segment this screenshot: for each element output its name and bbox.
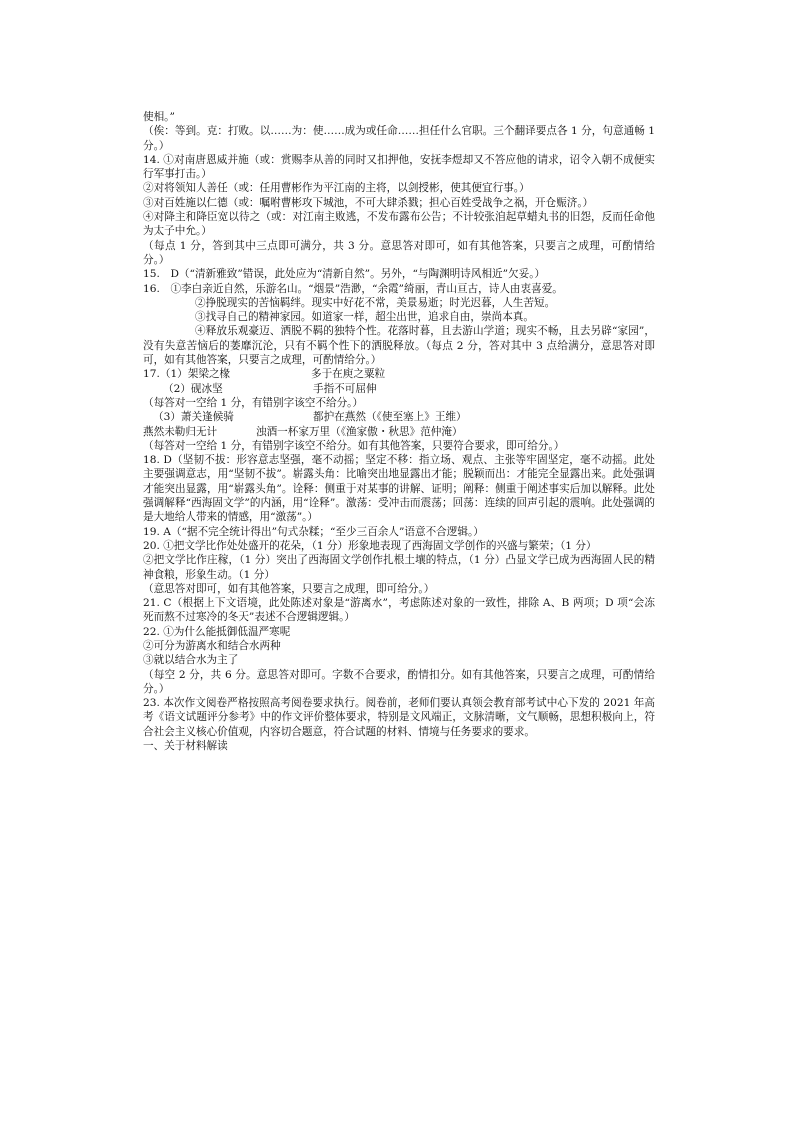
answer-14-point-3: ③对百姓施以仁德（或：嘱咐曹彬攻下城池，不可大肆杀戮；担心百姓受战争之祸，开仓赈济。） — [143, 196, 594, 209]
document-page — [143, 110, 655, 753]
answer-17-4b: 浊酒一杯家万里（《渔家傲・秋思》范仲淹） — [256, 425, 463, 438]
answer-17-2a: （2）砚冰坚 — [163, 382, 223, 395]
answer-17-line-3 — [143, 410, 655, 424]
answer-16-point-2: ②挣脱现实的苦恼羁绊。现实中好花不常，美景易逝；时光迟暮，人生苦短。 — [195, 296, 556, 309]
answer-22-blank-2: ②可分为游离水和结合水两种 — [143, 639, 281, 652]
answer-16-point-1: 16. ①李白亲近自然，乐游名山。“烟景”浩渺，“余霞”绮丽，青山亘古，诗人由衷喜爱。 — [143, 282, 563, 295]
answer-17-4a: 燕然未勒归无计 — [143, 425, 218, 438]
answer-20-point-1: 20. ①把文学比作处处盛开的花朵，（1 分）形象地表现了西海固文学创作的兴盛与繁荣；（1 分） — [143, 539, 597, 552]
answer-20-scoring: （意思答对即可，如有其他答案，只要言之成理，即可给分。） — [143, 582, 435, 595]
text-paragraph: （俟：等到。克：打败。以……为：使……成为或任命……担任什么官职。三个翻译要点各 1 分，句意通畅 1 分。） — [143, 125, 655, 152]
answer-17-3a: （3）萧关逢候骑 — [153, 411, 234, 424]
answer-14-intro: 14. ①对南唐恩威并施（或：赏赐李从善的同时又扣押他，安抚李煜却又不答应他的请求，诏令入朝不成便实行军事打击。） — [143, 153, 655, 181]
answer-17-2b: 手指不可屈伸 — [313, 382, 377, 395]
text-line: 使相。” — [143, 111, 175, 123]
answer-14-point-4: ④对降主和降臣宽以待之（或：对江南主败逃，不发布露布公告；不计较张洎起草蜡丸书的旧怨，反而任命他为太子中允。） — [143, 211, 655, 238]
answer-22-scoring: （每空 2 分，共 6 分。意思答对即可。字数不合要求，酌情扣分。如有其他答案，只要言之成理，可酌情给分。） — [143, 668, 655, 695]
answer-17-3b: 都护在燕然（《使至塞上》王维） — [313, 411, 467, 424]
answer-17-line-2 — [143, 382, 655, 396]
answer-15: 15. D（“清新雅致”错误，此处应为“清新自然”。另外，“与陶渊明诗风相近”欠妥。） — [143, 268, 546, 281]
answer-17-1b: 多于在庾之粟粒 — [311, 368, 386, 381]
answer-19: 19. A（“据不完全统计得出”句式杂糅；“至少三百余人”语意不合逻辑。） — [143, 525, 484, 538]
answer-22-blank-1: 22. ①为什么能抵御低温严寒呢 — [143, 625, 291, 638]
answer-23: 23. 本次作文阅卷严格按照高考阅卷要求执行。阅卷前，老师们要认真领会教育部考试中心下发的 2021 年高考《语文试题评分参考》中的作文评价整体要求，特别是文风端正，文脉清晰，文气顺畅，思想积极向上，符合社会主义核心价值观，内容切合题意，符合试题的材料、情境与任务要求的要求。 — [143, 697, 655, 738]
answer-21: 21. C（根据上下文语境，此处陈述对象是“游离水”，考虑陈述对象的一致性，排除 A、B 两项；D 项“会冻死而熬不过寒冷的冬天”表述不合逻辑逻辑。） — [143, 597, 655, 624]
answer-17-scoring: （每答对一空给 1 分，有错别字该空不给分。） — [143, 396, 364, 409]
answer-18: 18. D（坚韧不拔：形容意志坚强，毫不动摇；坚定不移：指立场、观点、主张等牢固坚定，毫不动摇。此处主要强调意志，用“坚韧不拔”。崭露头角：比喻突出地显露出才能；脱颖而出：才能完全显露出来。此处强调才能突出显露，用“崭露头角”。诠释：侧重于对某事的讲解、证明；阐释：侧重于阐述事实后加以解释。此处强调解释“西海固文学”的内涵，用“诠释”。激荡：受冲击而震荡；回荡：连续的回声引起的震响。此处强调的是大地给人带来的情感，用“激荡”。） — [143, 454, 655, 524]
answer-20-point-2: ②把文学比作庄稼，（1 分）突出了西海固文学创作扎根土壤的特点，（1 分）凸显文学已成为西海固人民的精神食粮，形象生动。（1 分） — [143, 554, 655, 581]
answer-16-point-4: ④释放乐观豪迈、洒脱不羁的独特个性。花落时暮，且去游山学道；现实不畅，且去另辟“家园”，没有失意苦恼后的萎靡沉沦，只有不羁个性下的洒脱释放。（每点 2 分，答对其中 3 点给满分，意思答对即可，如有其他答案，只要言之成理，可酌情给分。） — [143, 325, 655, 367]
section-heading: 一、关于材料解读 — [143, 740, 228, 753]
answer-17-line-1 — [143, 367, 655, 381]
answer-17-line-4 — [143, 425, 655, 439]
answer-14-point-2: ②对将领知人善任（或：任用曹彬作为平江南的主将，以剑授彬，使其便宜行事。） — [143, 182, 530, 195]
answer-17-scoring-2: （每答对一空给 1 分，有错别字该空不给分。如有其他答案，只要符合要求，即可给分。） — [143, 439, 565, 452]
answer-17-1a: 17.（1）架梁之椽 — [143, 368, 231, 381]
answer-22-blank-3: ③就以结合水为主了 — [143, 654, 239, 667]
answer-14-scoring: （每点 1 分，答到其中三点即可满分，共 3 分。意思答对即可，如有其他答案，只要言之成理，可酌情给分。） — [143, 239, 655, 266]
answer-16-point-3: ③找寻自己的精神家园。如道家一样，超尘出世，追求自由，崇尚本真。 — [195, 311, 534, 324]
